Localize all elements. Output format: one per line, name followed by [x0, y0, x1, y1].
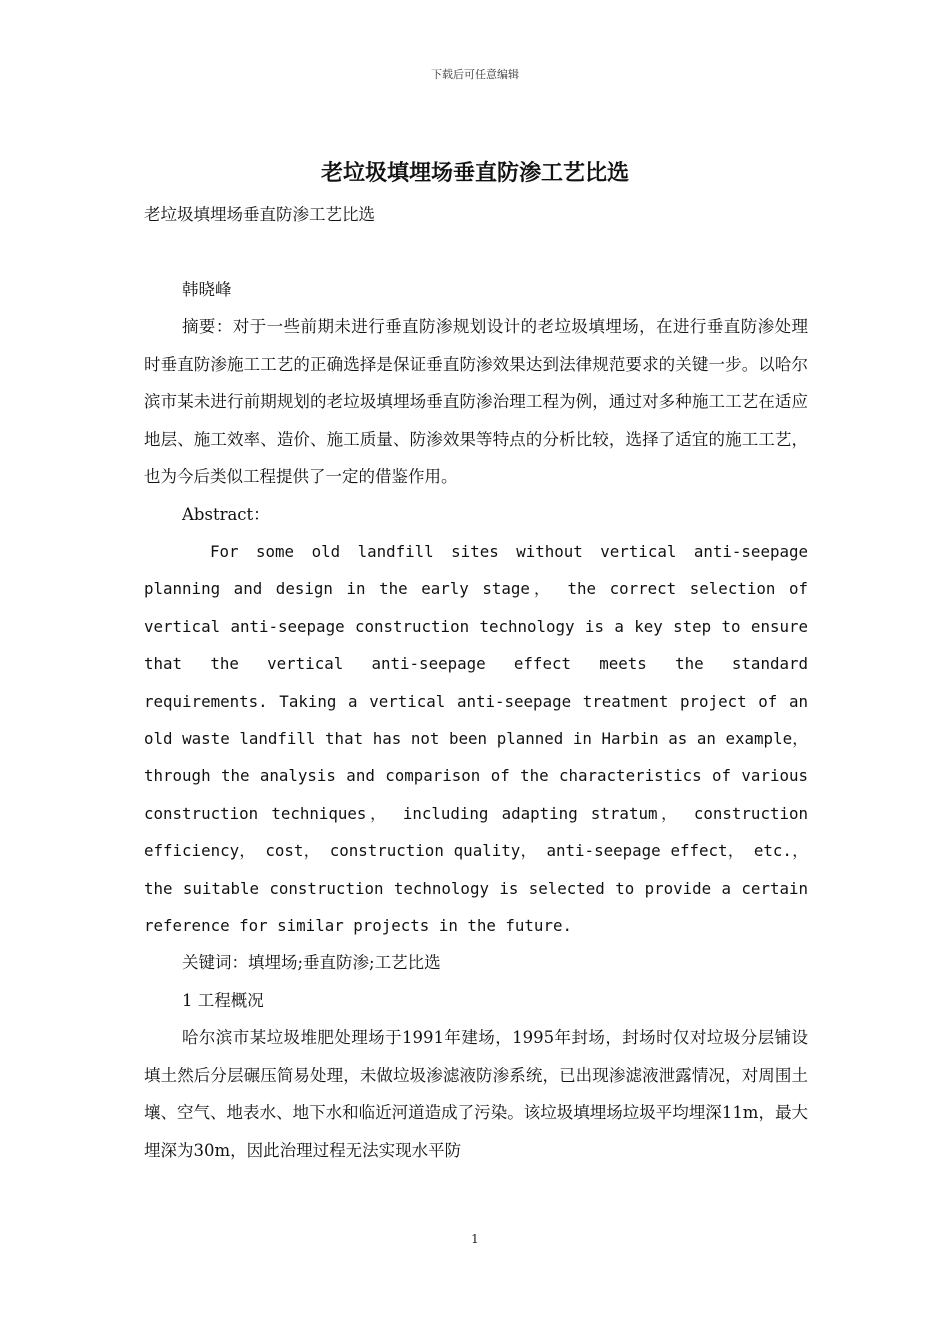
abstract-english: For some old landfill sites without vertical anti-seepage planning and design in the early stage， the correct selection of vertical anti-seepage construction technology is a key step to ensure that the vertical anti-seepage effect meets the standard requirements. Taking a vertical anti-seepage treatment project of an old waste landfill that has not been planned in Harbin as an example， through the analysis and comparison of the characteristics of various construction techniques， including adapting stratum， construction efficiency， cost， construction quality， anti-seepage effect， etc.， the suitable construction technology is selected to provide a certain reference for similar projects in the future. [144, 542, 808, 936]
section-paragraph: 哈尔滨市某垃圾堆肥处理场于1991年建场，1995年封场，封场时仅对垃圾分层铺设填土然后分层碾压简易处理，未做垃圾渗滤液防渗系统，已出现渗滤液泄露情况，对周围土壤、空气、地表水、地下水和临近河道造成了污染。该垃圾填埋场垃圾平均埋深11m，最大埋深为30m，因此治理过程无法实现水平防 [144, 1028, 808, 1160]
page-number: 1 [471, 1232, 479, 1246]
document-body [144, 196, 808, 1169]
keywords: 关键词：填埋场;垂直防渗;工艺比选 [182, 953, 441, 973]
author-name: 韩晓峰 [182, 279, 232, 299]
document-title: 老垃圾填埋场垂直防渗工艺比选 [320, 161, 629, 186]
abstract-chinese: 摘要：对于一些前期未进行垂直防渗规划设计的老垃圾填埋场，在进行垂直防渗处理时垂直防渗施工工艺的正确选择是保证垂直防渗效果达到法律规范要求的关键一步。以哈尔滨市某未进行前期规划的老垃圾填埋场垂直防渗治理工程为例，通过对多种施工工艺在适应地层、施工效率、造价、施工质量、防渗效果等特点的分析比较，选择了适宜的施工工艺，也为今后类似工程提供了一定的借鉴作用。 [144, 317, 808, 486]
abstract-english-label: Abstract： [182, 504, 270, 524]
section-heading: 1 工程概况 [182, 990, 264, 1010]
document-subtitle: 老垃圾填埋场垂直防渗工艺比选 [144, 205, 375, 224]
page-header: 下载后可任意编辑 [431, 68, 519, 81]
